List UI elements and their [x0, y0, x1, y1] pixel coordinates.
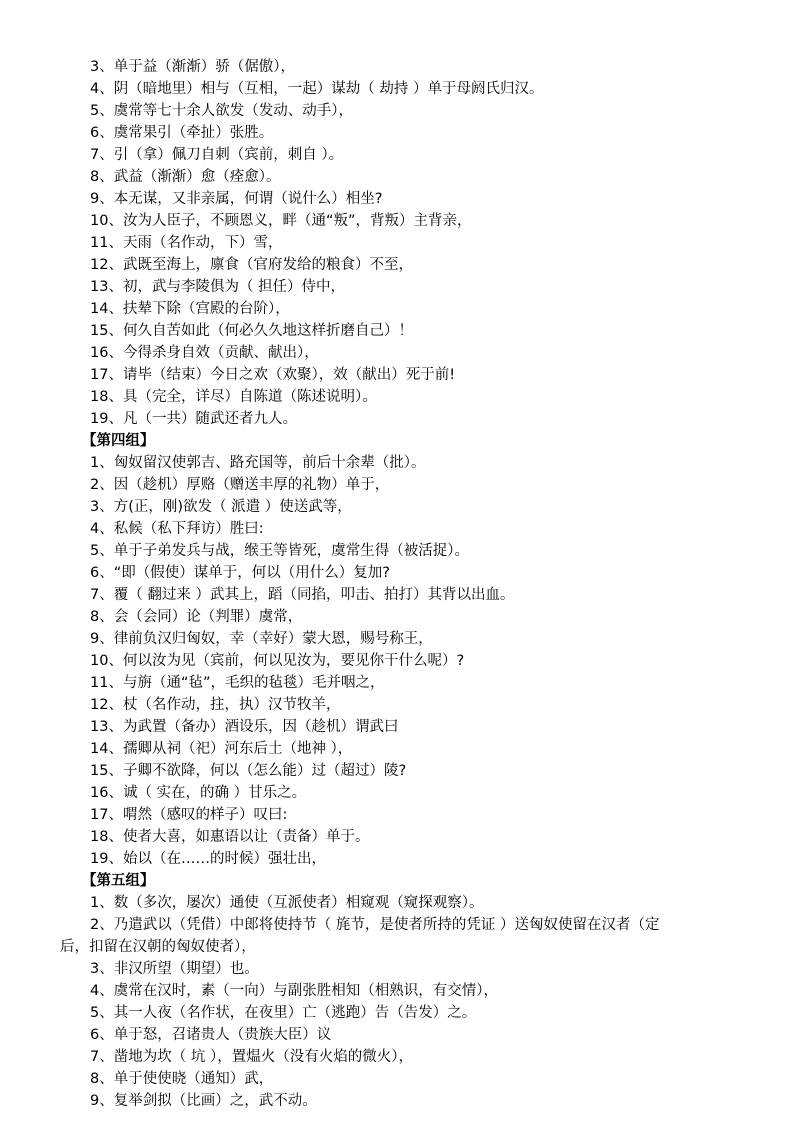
text-line: 13、为武置（备办）酒设乐，因（趁机）谓武曰 — [90, 719, 399, 735]
text-line: 8、单于使使晓（通知）武， — [90, 1071, 274, 1087]
text-line: 8、会（会同）论（判罪）虞常， — [90, 609, 303, 625]
text-line: 17、请毕（结束）今日之欢（欢聚），效（献出）死于前! — [90, 367, 456, 383]
text-line: 3、单于益（渐渐）骄（倨傲）， — [90, 59, 295, 75]
document-body — [60, 56, 740, 1112]
text-line: 5、虞常等七十余人欲发（发动、动手）， — [90, 103, 353, 119]
text-line: 15、子卿不欲降，何以（怎么能）过（超过）陵? — [90, 763, 407, 779]
text-line: 6、单于怒，召诸贵人（贵族大臣）议 — [90, 1027, 332, 1043]
text-line: 4、阴（暗地里）相与（互相，一起）谋劫（ 劫持 ）单于母阏氏归汉。 — [90, 81, 544, 97]
text-line: 15、何久自苦如此（何必久久地这样折磨自己）！ — [90, 323, 413, 339]
text-line: 1、匈奴留汉使郭吉、路充国等，前后十余辈（批）。 — [90, 455, 426, 471]
text-line-continuation: 后，扣留在汉朝的匈奴使者）， — [60, 939, 256, 955]
text-line: 3、方(正，刚)欲发（ 派遣 ）使送武等， — [90, 499, 352, 515]
section-heading: 【第四组】 — [82, 433, 155, 449]
text-line: 12、武既至海上，廪食（官府发给的粮食）不至， — [90, 257, 413, 273]
text-line: 16、今得杀身自效（贡献、献出）， — [90, 345, 319, 361]
text-line: 7、凿地为坎（ 坑 ），置煴火（没有火焰的微火）， — [90, 1049, 413, 1065]
text-line: 9、复举剑拟（比画）之，武不动。 — [90, 1093, 317, 1109]
text-line: 5、单于子弟发兵与战，缑王等皆死，虞常生得（被活捉）。 — [90, 543, 469, 559]
text-line: 12、杖（名作动，拄，执）汉节牧羊， — [90, 697, 341, 713]
text-line: 16、诚（ 实在，的确 ）甘乐之。 — [90, 785, 307, 801]
text-line: 10、何以汝为见（宾前，何以见汝为，要见你干什么呢）? — [90, 653, 465, 669]
text-line: 5、其一人夜（名作状，在夜里）亡（逃跑）告（告发）之。 — [90, 1005, 477, 1021]
section-heading: 【第五组】 — [82, 873, 155, 889]
text-line: 14、扶辇下除（宫殿的台阶）， — [90, 301, 290, 317]
text-line: 13、初，武与李陵俱为（ 担任）侍中， — [90, 279, 346, 295]
text-line: 7、引（拿）佩刀自刺（宾前，刺自 ）。 — [90, 147, 344, 163]
text-line: 6、虞常果引（牵扯）张胜。 — [90, 125, 274, 141]
text-line: 17、喟然（感叹的样子）叹曰: — [90, 807, 288, 823]
text-line: 19、始以（在……的时候）强壮出， — [90, 851, 326, 867]
text-line: 10、汝为人臣子，不顾恩义，畔（通“叛”，背叛）主背亲， — [90, 213, 472, 229]
text-line: 2、因（趁机）厚赂（赠送丰厚的礼物）单于， — [90, 477, 390, 493]
text-line: 4、虞常在汉时，素（一向）与副张胜相知（相熟识，有交情）， — [90, 983, 498, 999]
text-line: 3、非汉所望（期望）也。 — [90, 961, 259, 977]
text-line: 9、律前负汉归匈奴，幸（幸好）蒙大恩，赐号称王， — [90, 631, 433, 647]
text-line: 2、乃遣武以（凭借）中郎将使持节（ 旄节，是使者所持的凭证 ）送匈奴使留在汉者（定 — [90, 917, 660, 933]
text-line: 11、与旃（通“毡”，毛织的毡毯）毛并咽之， — [90, 675, 385, 691]
text-line: 1、数（多次，屡次）通使（互派使者）相窥观（窥探观察）。 — [90, 895, 484, 911]
text-line: 14、孺卿从祠（祀）河东后土（地神 ）， — [90, 741, 353, 757]
text-line: 9、本无谋，又非亲属，何谓（说什么）相坐? — [90, 191, 383, 207]
text-line: 7、覆（ 翻过来 ）武其上，蹈（同掐，叩击、拍打）其背以出血。 — [90, 587, 515, 603]
text-line: 18、使者大喜，如惠语以让（责备）单于。 — [90, 829, 370, 845]
text-line: 18、具（完全，详尽）自陈道（陈述说明）。 — [90, 389, 377, 405]
text-line: 6、“即（假使）谋单于，何以（用什么）复加? — [90, 565, 390, 581]
text-line: 4、私候（私下拜访）胜曰: — [90, 521, 264, 537]
text-line: 11、天雨（名作动，下）雪， — [90, 235, 283, 251]
text-line: 19、凡（一共）随武还者九人。 — [90, 411, 297, 427]
text-line: 8、武益（渐渐）愈（痊愈）。 — [90, 169, 281, 185]
